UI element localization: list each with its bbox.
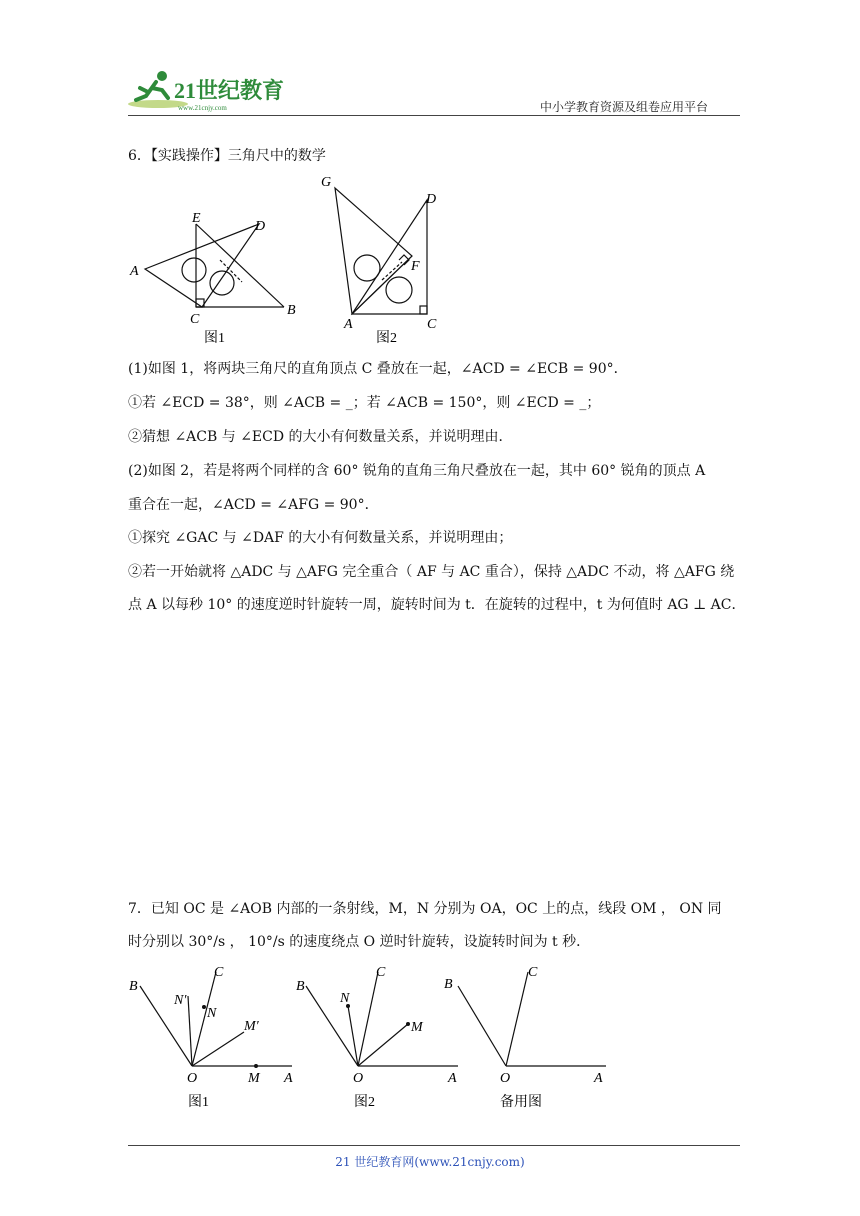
header-divider xyxy=(128,115,740,116)
q7f1-label-o: O xyxy=(187,1071,198,1086)
q6-part2-line1: (2)如图 2，若是将两个同样的含 60° 锐角的直角三角尺叠放在一起，其中 60° 锐角的顶点 A xyxy=(128,463,706,479)
q6-part2-line2: 重合在一起，∠ACD = ∠AFG = 90°． xyxy=(128,497,379,513)
q7f2-label-o: O xyxy=(353,1071,364,1086)
q7-line1: 7．已知 OC 是 ∠AOB 内部的一条射线，M，N 分别为 OA，OC 上的点，线段 OM ， ON 同 xyxy=(128,901,722,917)
q7f1-label-a: A xyxy=(284,1071,293,1086)
q6-figure-2 xyxy=(318,170,458,350)
q6-part2-question1: ①探究 ∠GAC 与 ∠DAF 的大小有何数量关系，并说明理由； xyxy=(128,530,513,546)
q6-title: 6．【实践操作】三角尺中的数学 xyxy=(128,148,326,164)
q7-fig2-caption: 图2 xyxy=(354,1095,375,1110)
q7f1-label-n-prime: N′ xyxy=(174,993,187,1008)
fig1-label-e: E xyxy=(192,211,201,226)
q6-part1-question2: ②猜想 ∠ACB 与 ∠ECD 的大小有何数量关系，并说明理由． xyxy=(128,429,513,445)
q7f1-label-m-prime: M′ xyxy=(244,1019,259,1034)
q7f3-label-a: A xyxy=(594,1071,603,1086)
q7f1-label-n: N xyxy=(207,1006,217,1021)
q6-part1-question1: ①若 ∠ECD = 38°，则 ∠ACB = _；若 ∠ACB = 150°，则 ∠ECD = _； xyxy=(128,395,601,411)
q7f1-label-b: B xyxy=(129,979,138,994)
fig1-label-b: B xyxy=(287,303,296,318)
q7-figure-1 xyxy=(126,960,298,1112)
q6-part2-question2-line2: 点 A 以每秒 10° 的速度逆时针旋转一周，旋转时间为 t．在旋转的过程中，t 为何值时 AG ⊥ AC． xyxy=(128,597,746,613)
q7f3-label-c: C xyxy=(528,965,538,980)
platform-name: 中小学教育资源及组卷应用平台 xyxy=(540,100,709,114)
q7-figure-backup xyxy=(440,960,620,1112)
q6-part2-question2-line1: ②若一开始就将 △ADC 与 △AFG 完全重合（ AF 与 AC 重合），保持 △ADC 不动，将 △AFG 绕 xyxy=(128,564,735,580)
q7f1-label-m: M xyxy=(248,1071,260,1086)
fig2-label-a: A xyxy=(344,317,353,332)
q7-fig1-caption: 图1 xyxy=(188,1095,209,1110)
q7f2-label-m: M xyxy=(411,1020,423,1035)
q6-figure-1 xyxy=(124,210,310,350)
fig2-label-d: D xyxy=(426,192,437,207)
q6-part1-line: (1)如图 1，将两块三角尺的直角顶点 C 叠放在一起，∠ACD = ∠ECB = 90°． xyxy=(128,361,628,377)
q7-fig3-caption: 备用图 xyxy=(500,1095,542,1110)
fig1-caption: 图1 xyxy=(204,331,225,346)
q7f2-label-c: C xyxy=(376,965,386,980)
q7f3-label-b: B xyxy=(444,977,453,992)
fig2-label-c: C xyxy=(427,317,437,332)
fig2-caption: 图2 xyxy=(376,331,397,346)
fig1-label-c: C xyxy=(190,312,200,327)
q7f2-label-n: N xyxy=(340,991,350,1006)
q7f2-label-b: B xyxy=(296,979,305,994)
logo-url: www.21cnjy.com xyxy=(178,104,227,112)
q7f2-label-a: A xyxy=(448,1071,457,1086)
q7-figure-2 xyxy=(292,960,464,1112)
q7f1-label-c: C xyxy=(214,965,224,980)
q7f3-label-o: O xyxy=(500,1071,511,1086)
fig1-label-a: A xyxy=(130,264,139,279)
fig2-label-f: F xyxy=(411,259,420,274)
site-logo xyxy=(126,66,296,114)
fig2-label-g: G xyxy=(321,175,332,190)
q7-line2: 时分别以 30°/s ， 10°/s 的速度绕点 O 逆时针旋转，设旋转时间为 t 秒． xyxy=(128,934,591,950)
logo-text: 21世纪教育 xyxy=(174,78,285,103)
fig1-label-d: D xyxy=(255,219,266,234)
footer-divider xyxy=(128,1145,740,1146)
runner-logo-icon xyxy=(126,66,296,114)
footer-link[interactable]: 21 世纪教育网(www.21cnjy.com) xyxy=(335,1155,525,1169)
